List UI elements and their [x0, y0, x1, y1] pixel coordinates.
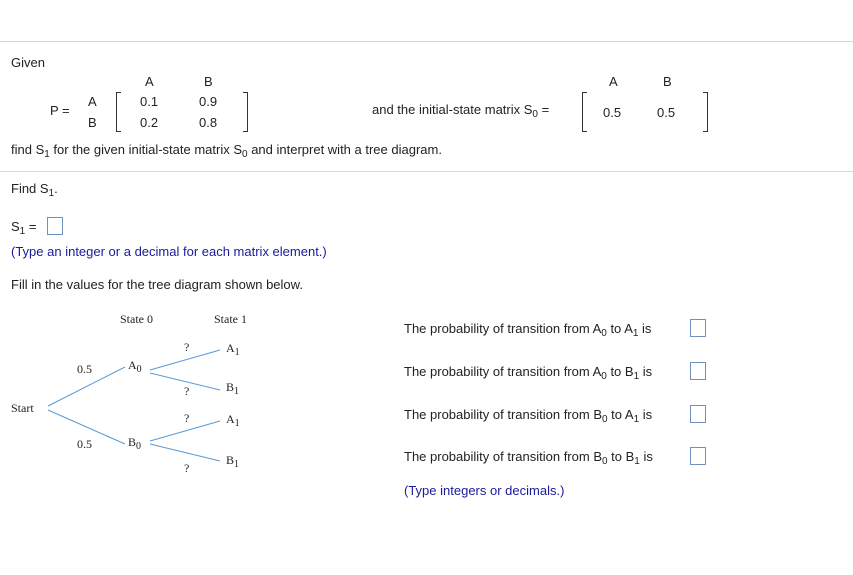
leaf-node: $A_1$	[226, 412, 240, 429]
lower-branch-prob: 0.5	[77, 437, 92, 451]
matrix-hint: (Type an integer or a decimal for each matrix element.)	[11, 244, 327, 259]
initial-state-col-header-a: A	[609, 74, 618, 89]
leaf-unknown-prob: ?	[184, 340, 190, 354]
leaf-unknown-prob: ?	[184, 384, 190, 398]
matrix-p-cell: 0.1	[140, 94, 159, 109]
leaf-node: $A_1$	[226, 341, 240, 358]
matrix-p-row-header-a: A	[88, 94, 97, 109]
matrix-p-cell: 0.9	[199, 94, 218, 109]
transition-question: The probability of transition from $A_0$ to $B_1$ is	[404, 364, 653, 382]
leaf-node: $B_1$	[226, 380, 240, 397]
transition-question: The probability of transition from $B_0$ to $A_1$ is	[404, 407, 653, 425]
given-label: Given	[11, 55, 45, 70]
state0-header: State 0	[120, 312, 153, 326]
branch-b0-b1	[150, 444, 220, 461]
transition-b0-b1-input[interactable]	[690, 447, 706, 465]
node-b0: $B_0$	[128, 435, 142, 452]
tree-instruction: Fill in the values for the tree diagram shown below.	[11, 277, 303, 292]
matrix-p-cell: 0.2	[140, 115, 159, 130]
matrix-p-col-header-a: A	[145, 74, 154, 89]
s1-label: $S_1$ =	[11, 219, 37, 237]
transition-question: The probability of transition from $A_0$ to $A_1$ is	[404, 321, 652, 339]
find-s1-heading: Find $S_1$.	[11, 181, 58, 199]
node-a0: $A_0$	[128, 358, 142, 375]
state1-header: State 1	[214, 312, 247, 326]
upper-branch-prob: 0.5	[77, 362, 92, 376]
transition-b0-a1-input[interactable]	[690, 405, 706, 423]
initial-state-value-a: 0.5	[603, 105, 622, 120]
matrix-p-col-header-b: B	[204, 74, 213, 89]
leaf-unknown-prob: ?	[184, 461, 190, 475]
matrix-p-label: P =	[50, 103, 70, 118]
transition-a0-a1-input[interactable]	[690, 319, 706, 337]
leaf-node: $B_1$	[226, 453, 240, 470]
initial-state-label: and the initial-state matrix $S_0$ =	[372, 102, 550, 120]
transition-a0-b1-input[interactable]	[690, 362, 706, 380]
leaf-unknown-prob: ?	[184, 411, 190, 425]
matrix-p-row-header-b: B	[88, 115, 97, 130]
transition-hint: (Type integers or decimals.)	[404, 483, 565, 498]
find-instruction: find $S_1$ for the given initial-state matrix $S_0$ and interpret with a tree diagram.	[11, 142, 442, 160]
initial-state-col-header-b: B	[663, 74, 672, 89]
matrix-p-cell: 0.8	[199, 115, 218, 130]
initial-state-value-b: 0.5	[657, 105, 676, 120]
start-node: Start	[11, 401, 34, 415]
transition-question: The probability of transition from $B_0$ to $B_1$ is	[404, 449, 653, 467]
